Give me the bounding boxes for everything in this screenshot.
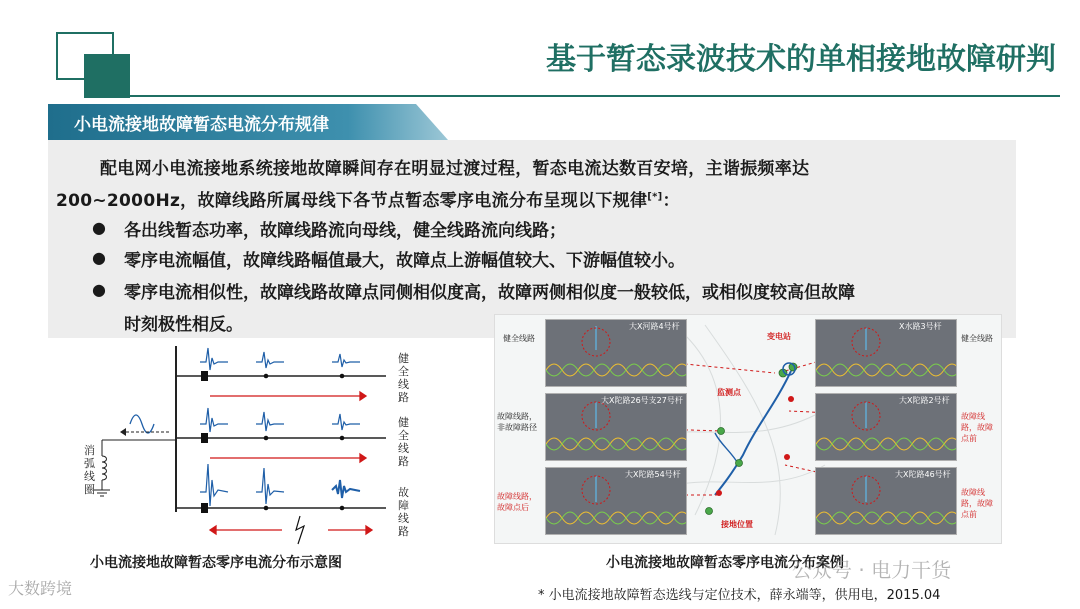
wave-panel-label: 大X陀路2号杆 bbox=[899, 396, 950, 405]
line-label-healthy-2: 健全线路 bbox=[398, 416, 409, 468]
side-label: 故障线路，非故障路径 bbox=[497, 412, 537, 432]
watermark-left: 大数跨境 bbox=[8, 579, 73, 598]
monitor-point-label: 监测点 bbox=[717, 388, 741, 397]
watermark-right: 公众号 · 电力干货 bbox=[792, 558, 952, 582]
side-label: 故障线路，故障点前 bbox=[961, 488, 993, 519]
zero-sequence-distribution-schematic bbox=[60, 340, 420, 550]
side-label: 健全线路 bbox=[961, 334, 993, 343]
wave-panel bbox=[815, 467, 957, 535]
left-figure-caption: 小电流接地故障暂态零序电流分布示意图 bbox=[90, 555, 342, 571]
bullet-item: 各出线暂态功率，故障线路流向母线，健全线路流向线路； bbox=[124, 221, 566, 241]
case-study-figure bbox=[494, 314, 1002, 544]
bullet-dot: ● bbox=[92, 248, 106, 267]
wave-panel bbox=[545, 319, 687, 387]
wave-panel-label: 大X河路4号杆 bbox=[629, 322, 680, 331]
wave-panel bbox=[545, 393, 687, 461]
wave-panel-label: 大X陀路54号杆 bbox=[625, 470, 681, 479]
slide-title: 基于暂态录波技术的单相接地故障研判 bbox=[546, 42, 1056, 77]
paragraph-colon: ： bbox=[662, 191, 680, 211]
substation-label: 变电站 bbox=[767, 332, 791, 341]
bullet-item: 零序电流幅值，故障线路幅值最大，故障点上游幅值较大、下游幅值较小。 bbox=[124, 251, 685, 271]
coil-label: 消弧线圈 bbox=[84, 444, 95, 496]
wave-panel bbox=[815, 319, 957, 387]
wave-panel-label: X水路3号杆 bbox=[899, 322, 942, 331]
reference-mark: [*] bbox=[647, 191, 663, 203]
bullet-item-continuation: 时刻极性相反。 bbox=[124, 315, 243, 335]
citation: * 小电流接地故障暂态选线与定位技术，薛永端等，供用电，2015.04 bbox=[538, 588, 941, 603]
wave-panel bbox=[545, 467, 687, 535]
title-divider bbox=[84, 95, 1060, 97]
side-label: 故障线路，故障点后 bbox=[497, 492, 537, 512]
bullet-dot: ● bbox=[92, 280, 106, 299]
right-figure-caption: 小电流接地故障暂态零序电流分布案例 bbox=[606, 555, 844, 571]
wave-panel-label: 大X陀路26号支27号杆 bbox=[601, 396, 683, 405]
wave-panel-label: 大X陀路46号杆 bbox=[895, 470, 951, 479]
bullet-dot: ● bbox=[92, 218, 106, 237]
paragraph-line-2 bbox=[56, 186, 680, 211]
section-label: 小电流接地故障暂态电流分布规律 bbox=[74, 115, 329, 135]
side-label: 健全线路 bbox=[503, 334, 535, 343]
paragraph-line-1: 配电网小电流接地系统接地故障瞬间存在明显过渡过程，暂态电流达数百安培，主谐振频率达 bbox=[100, 159, 810, 179]
bullet-item: 零序电流相似性，故障线路故障点同侧相似度高，故障两侧相似度一般较低，或相似度较高但故障 bbox=[124, 283, 855, 303]
line-label-healthy-1: 健全线路 bbox=[398, 352, 409, 404]
paragraph-line-2-text: 200~2000Hz，故障线路所属母线下各节点暂态零序电流分布呈现以下规律 bbox=[56, 191, 648, 211]
grounding-location-label: 接地位置 bbox=[721, 520, 753, 529]
logo-filled-square bbox=[84, 54, 130, 98]
side-label: 故障线路，故障点前 bbox=[961, 412, 993, 443]
line-label-fault: 故障线路 bbox=[398, 486, 409, 538]
wave-panel bbox=[815, 393, 957, 461]
